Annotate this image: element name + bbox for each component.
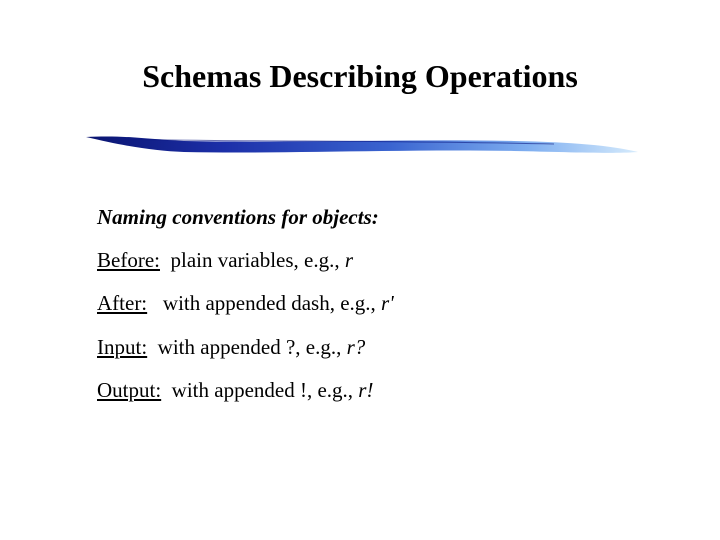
convention-description: plain variables, e.g., — [170, 248, 345, 272]
title-divider-stroke — [84, 130, 640, 164]
convention-description: with appended !, e.g., — [171, 378, 359, 402]
convention-output — [97, 376, 373, 404]
convention-example: r? — [346, 335, 366, 359]
slide-title: Schemas Describing Operations — [142, 58, 578, 94]
convention-before — [97, 246, 353, 274]
convention-example: r! — [358, 378, 374, 402]
convention-gap — [161, 378, 172, 402]
convention-example: r' — [381, 291, 394, 315]
convention-description: with appended ?, e.g., — [157, 335, 347, 359]
convention-term: Before: — [97, 248, 160, 272]
convention-term: Output: — [97, 378, 162, 402]
convention-gap — [160, 248, 171, 272]
convention-gap — [147, 335, 158, 359]
convention-after — [97, 289, 394, 317]
convention-input — [97, 333, 365, 361]
convention-gap — [147, 291, 163, 315]
convention-term: Input: — [97, 335, 148, 359]
naming-conventions-heading: Naming conventions for objects: — [97, 205, 379, 229]
convention-description: with appended dash, e.g., — [162, 291, 382, 315]
convention-term: After: — [97, 291, 148, 315]
convention-example: r — [344, 248, 354, 272]
